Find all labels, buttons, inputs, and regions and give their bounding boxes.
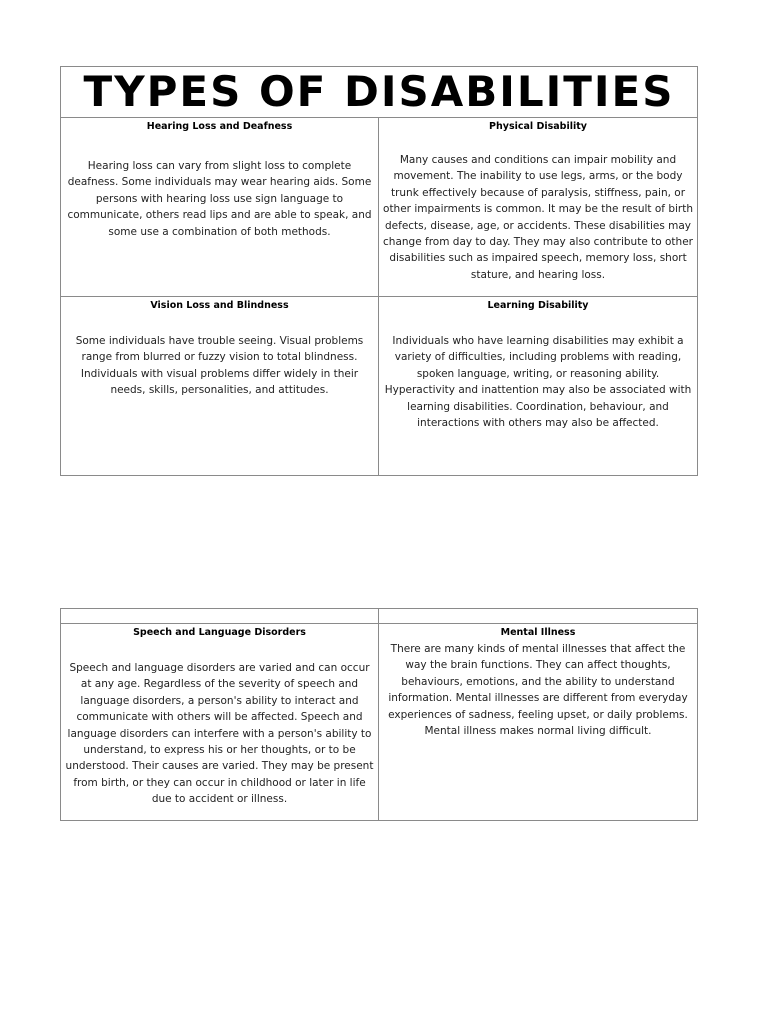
cell-mental-illness — [379, 624, 698, 821]
text-physical-disability: Many causes and conditions can impair mobility and movement. The inability to use legs, arms, or the body trunk effectively because of paralysis, stiffness, pain, or other impairments is common. It may be the result of birth defects, disease, age, or accidents. These disabilities may change from day to day. They may also contribute to other disabilities such as impaired speech, memory loss, short stature, and hearing loss. — [383, 154, 693, 281]
cell-learning-disability — [379, 297, 698, 476]
cell-physical-disability — [379, 118, 698, 297]
empty-cell-right — [379, 609, 698, 624]
cell-vision-loss — [61, 297, 379, 476]
text-mental-illness: There are many kinds of mental illnesses that affect the way the brain functions. They can affect thoughts, behaviours, emotions, and the ability to understand information. Mental illnesses are different from everyday experiences of sadness, feeling upset, or daily problems. Mental illness makes normal living difficult. — [388, 643, 688, 738]
text-vision-loss: Some individuals have trouble seeing. Visual problems range from blurred or fuzzy vision to total blindness. Individuals with visual problems differ widely in their needs, skills, personalities, and attitudes. — [75, 335, 364, 397]
disabilities-table-top — [60, 66, 698, 476]
heading-mental-illness: Mental Illness — [500, 627, 576, 638]
text-learning-disability: Individuals who have learning disabilities may exhibit a variety of difficulties, including problems with reading, spoken language, writing, or reasoning ability. Hyperactivity and inattention may also be associated with learning disabilities. Coordination, behaviour, and interactions with others may also be affected. — [384, 335, 692, 430]
page-title: TYPES OF DISABILITIES — [83, 67, 675, 116]
heading-speech-language: Speech and Language Disorders — [133, 627, 306, 638]
disabilities-table-bottom — [60, 608, 698, 821]
empty-cell-left — [61, 609, 379, 624]
cell-speech-language — [61, 624, 379, 821]
text-hearing-loss: Hearing loss can vary from slight loss to complete deafness. Some individuals may wear hearing aids. Some persons with hearing loss use sign language to communicate, others read lips and are able to speak, and some use a combination of both methods. — [67, 160, 372, 238]
heading-vision-loss: Vision Loss and Blindness — [150, 300, 289, 311]
title-cell — [61, 67, 698, 118]
heading-learning-disability: Learning Disability — [487, 300, 589, 311]
text-speech-language: Speech and language disorders are varied and can occur at any age. Regardless of the severity of speech and language disorders, a person's ability to interact and communicate with others will be affected. Speech and language disorders can interfere with a person's ability to understand, to express his or her thoughts, or to be understood. Their causes are varied. They may be present from birth, or they can occur in childhood or later in life due to accident or illness. — [65, 662, 374, 806]
cell-hearing-loss — [61, 118, 379, 297]
heading-physical-disability: Physical Disability — [489, 121, 587, 132]
heading-hearing-loss: Hearing Loss and Deafness — [146, 121, 293, 132]
